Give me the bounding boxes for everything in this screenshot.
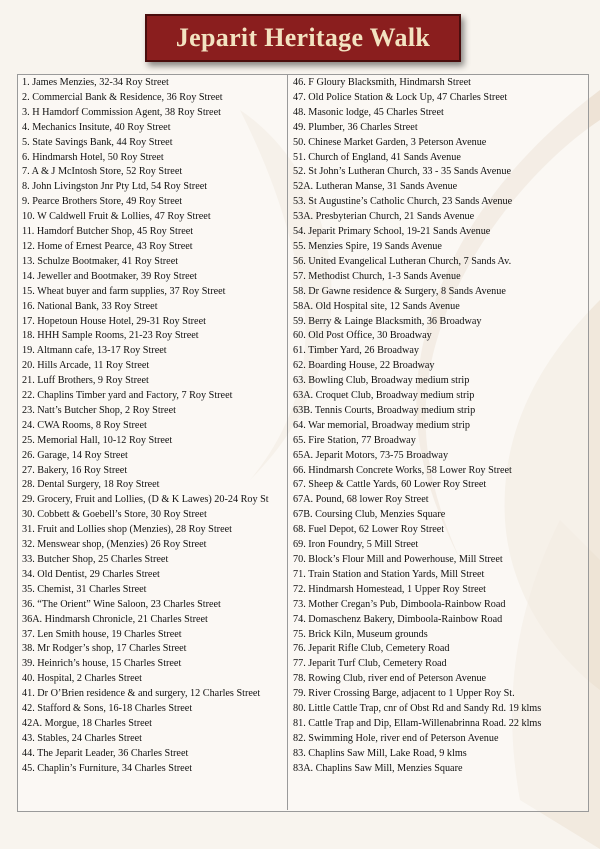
list-item: 9. Pearce Brothers Store, 49 Roy Street <box>22 196 183 208</box>
list-item: 42. Stafford & Sons, 16-18 Charles Street <box>22 703 193 715</box>
list-item: 19. Altmann cafe, 13-17 Roy Street <box>22 345 167 357</box>
list-item: 55. Menzies Spire, 19 Sands Avenue <box>293 240 442 252</box>
list-item: 83A. Chaplins Saw Mill, Menzies Square <box>293 762 463 774</box>
list-item: 28. Dental Surgery, 18 Roy Street <box>22 479 160 491</box>
list-item: 16. National Bank, 33 Roy Street <box>22 300 158 312</box>
list-item: 36A. Hindmarsh Chronicle, 21 Charles Street <box>22 613 208 625</box>
list-item: 46. F Gloury Blacksmith, Hindmarsh Street <box>293 77 471 88</box>
list-item: 61. Timber Yard, 26 Broadway <box>293 345 419 357</box>
list-item: 81. Cattle Trap and Dip, Ellam-Willenabrinna Road. 22 klms <box>293 717 542 729</box>
list-item: 31. Fruit and Lollies shop (Menzies), 28 Roy Street <box>22 524 232 536</box>
list-item: 49. Plumber, 36 Charles Street <box>293 121 418 133</box>
list-item: 29. Grocery, Fruit and Lollies, (D & K Lawes) 20-24 Roy St <box>22 494 269 506</box>
list-item: 11. Hamdorf Butcher Shop, 45 Roy Street <box>22 226 194 238</box>
title-banner <box>145 14 461 62</box>
list-item: 67B. Coursing Club, Menzies Square <box>293 509 446 521</box>
list-item: 58. Dr Gawne residence & Surgery, 8 Sands Avenue <box>293 285 506 297</box>
list-item: 59. Berry & Lainge Blacksmith, 36 Broadway <box>293 315 482 327</box>
list-item: 42A. Morgue, 18 Charles Street <box>22 717 152 729</box>
list-item: 64. War memorial, Broadway medium strip <box>293 419 470 431</box>
list-item: 45. Chaplin’s Furniture, 34 Charles Street <box>22 762 193 774</box>
list-item: 83. Chaplins Saw Mill, Lake Road, 9 klms <box>293 747 467 759</box>
list-item: 57. Methodist Church, 1-3 Sands Avenue <box>293 270 461 282</box>
list-item: 2. Commercial Bank & Residence, 36 Roy Street <box>22 91 223 103</box>
list-item: 56. United Evangelical Lutheran Church, 7 Sands Av. <box>293 255 512 267</box>
list-item: 82. Swimming Hole, river end of Peterson Avenue <box>293 732 499 744</box>
list-item: 66. Hindmarsh Concrete Works, 58 Lower Roy Street <box>293 464 512 476</box>
list-item: 71. Train Station and Station Yards, Mill Street <box>293 568 485 580</box>
list-item: 43. Stables, 24 Charles Street <box>22 732 142 744</box>
list-item: 60. Old Post Office, 30 Broadway <box>293 330 432 342</box>
list-item: 63A. Croquet Club, Broadway medium strip <box>293 390 475 402</box>
list-item: 73. Mother Cregan’s Pub, Dimboola-Rainbow Road <box>293 598 506 610</box>
list-item: 63. Bowling Club, Broadway medium strip <box>293 375 470 387</box>
list-item: 52. St John’s Lutheran Church, 33 - 35 Sands Avenue <box>293 166 511 178</box>
sites-list-right <box>293 76 585 777</box>
list-item: 20. Hills Arcade, 11 Roy Street <box>22 360 150 372</box>
list-item: 77. Jeparit Turf Club, Cemetery Road <box>293 658 447 670</box>
list-item: 13. Schulze Bootmaker, 41 Roy Street <box>22 255 179 267</box>
list-item: 39. Heinrich’s house, 15 Charles Street <box>22 658 182 670</box>
column-divider <box>287 74 288 810</box>
list-item: 5. State Savings Bank, 44 Roy Street <box>22 136 173 148</box>
list-item: 68. Fuel Depot, 62 Lower Roy Street <box>293 524 445 536</box>
list-item: 17. Hopetoun House Hotel, 29-31 Roy Street <box>22 315 206 327</box>
list-item: 32. Menswear shop, (Menzies) 26 Roy Street <box>22 539 207 551</box>
list-item: 75. Brick Kiln, Museum grounds <box>293 628 428 640</box>
list-item: 41. Dr O’Brien residence & and surgery, 12 Charles Street <box>22 688 261 700</box>
list-item: 53. St Augustine’s Catholic Church, 23 Sands Avenue <box>293 196 513 208</box>
list-item: 21. Luff Brothers, 9 Roy Street <box>22 375 149 387</box>
list-item: 27. Bakery, 16 Roy Street <box>22 464 128 476</box>
list-item: 12. Home of Ernest Pearce, 43 Roy Street <box>22 240 193 252</box>
list-item: 65. Fire Station, 77 Broadway <box>293 434 416 446</box>
list-item: 53A. Presbyterian Church, 21 Sands Avenue <box>293 211 475 223</box>
list-item: 78. Rowing Club, river end of Peterson Avenue <box>293 673 487 685</box>
list-item: 36. “The Orient” Wine Saloon, 23 Charles Street <box>22 598 221 610</box>
list-item: 1. James Menzies, 32-34 Roy Street <box>22 77 169 88</box>
list-item: 79. River Crossing Barge, adjacent to 1 Upper Roy St. <box>293 688 515 700</box>
list-item: 67. Sheep & Cattle Yards, 60 Lower Roy Street <box>293 479 487 491</box>
list-item: 44. The Jeparit Leader, 36 Charles Street <box>22 747 189 759</box>
list-item: 23. Natt’s Butcher Shop, 2 Roy Street <box>22 404 176 416</box>
list-item: 4. Mechanics Insitute, 40 Roy Street <box>22 121 171 133</box>
list-item: 63B. Tennis Courts, Broadway medium strip <box>293 404 476 416</box>
list-item: 40. Hospital, 2 Charles Street <box>22 673 142 685</box>
list-item: 70. Block’s Flour Mill and Powerhouse, Mill Street <box>293 554 503 565</box>
sites-list-left <box>22 76 284 777</box>
list-item: 10. W Caldwell Fruit & Lollies, 47 Roy Street <box>22 211 211 223</box>
list-item: 35. Chemist, 31 Charles Street <box>22 583 147 595</box>
list-item: 62. Boarding House, 22 Broadway <box>293 360 435 372</box>
list-item: 47. Old Police Station & Lock Up, 47 Charles Street <box>293 91 508 103</box>
page-title: Jeparit Heritage Walk <box>175 23 431 52</box>
list-item: 7. A & J McIntosh Store, 52 Roy Street <box>22 166 183 178</box>
list-item: 24. CWA Rooms, 8 Roy Street <box>22 419 147 431</box>
list-item: 65A. Jeparit Motors, 73-75 Broadway <box>293 449 449 461</box>
list-item: 72. Hindmarsh Homestead, 1 Upper Roy Street <box>293 583 486 595</box>
list-item: 67A. Pound, 68 lower Roy Street <box>293 494 429 506</box>
list-item: 51. Church of England, 41 Sands Avenue <box>293 151 461 163</box>
list-item: 80. Little Cattle Trap, cnr of Obst Rd and Sandy Rd. 19 klms <box>293 703 542 715</box>
list-item: 38. Mr Rodger’s shop, 17 Charles Street <box>22 643 187 655</box>
list-item: 54. Jeparit Primary School, 19-21 Sands Avenue <box>293 226 491 238</box>
list-item: 48. Masonic lodge, 45 Charles Street <box>293 106 444 118</box>
list-item: 18. HHH Sample Rooms, 21-23 Roy Street <box>22 330 199 342</box>
list-item: 52A. Lutheran Manse, 31 Sands Avenue <box>293 181 458 193</box>
list-item: 6. Hindmarsh Hotel, 50 Roy Street <box>22 151 164 163</box>
list-item: 33. Butcher Shop, 25 Charles Street <box>22 554 169 565</box>
list-item: 26. Garage, 14 Roy Street <box>22 449 128 461</box>
list-item: 15. Wheat buyer and farm supplies, 37 Roy Street <box>22 285 226 297</box>
list-item: 25. Memorial Hall, 10-12 Roy Street <box>22 434 173 446</box>
list-item: 3. H Hamdorf Commission Agent, 38 Roy Street <box>22 106 221 118</box>
list-item: 74. Domaschenz Bakery, Dimboola-Rainbow Road <box>293 613 503 625</box>
list-item: 22. Chaplins Timber yard and Factory, 7 Roy Street <box>22 390 233 402</box>
list-item: 14. Jeweller and Bootmaker, 39 Roy Street <box>22 270 198 282</box>
list-item: 76. Jeparit Rifle Club, Cemetery Road <box>293 643 450 655</box>
list-item: 37. Len Smith house, 19 Charles Street <box>22 628 182 640</box>
list-item: 58A. Old Hospital site, 12 Sands Avenue <box>293 300 460 312</box>
list-item: 34. Old Dentist, 29 Charles Street <box>22 568 160 580</box>
list-item: 50. Chinese Market Garden, 3 Peterson Avenue <box>293 136 487 148</box>
list-item: 8. John Livingston Jnr Pty Ltd, 54 Roy Street <box>22 181 208 193</box>
list-item: 69. Iron Foundry, 5 Mill Street <box>293 539 419 551</box>
list-item: 30. Cobbett & Goebell’s Store, 30 Roy Street <box>22 509 207 521</box>
